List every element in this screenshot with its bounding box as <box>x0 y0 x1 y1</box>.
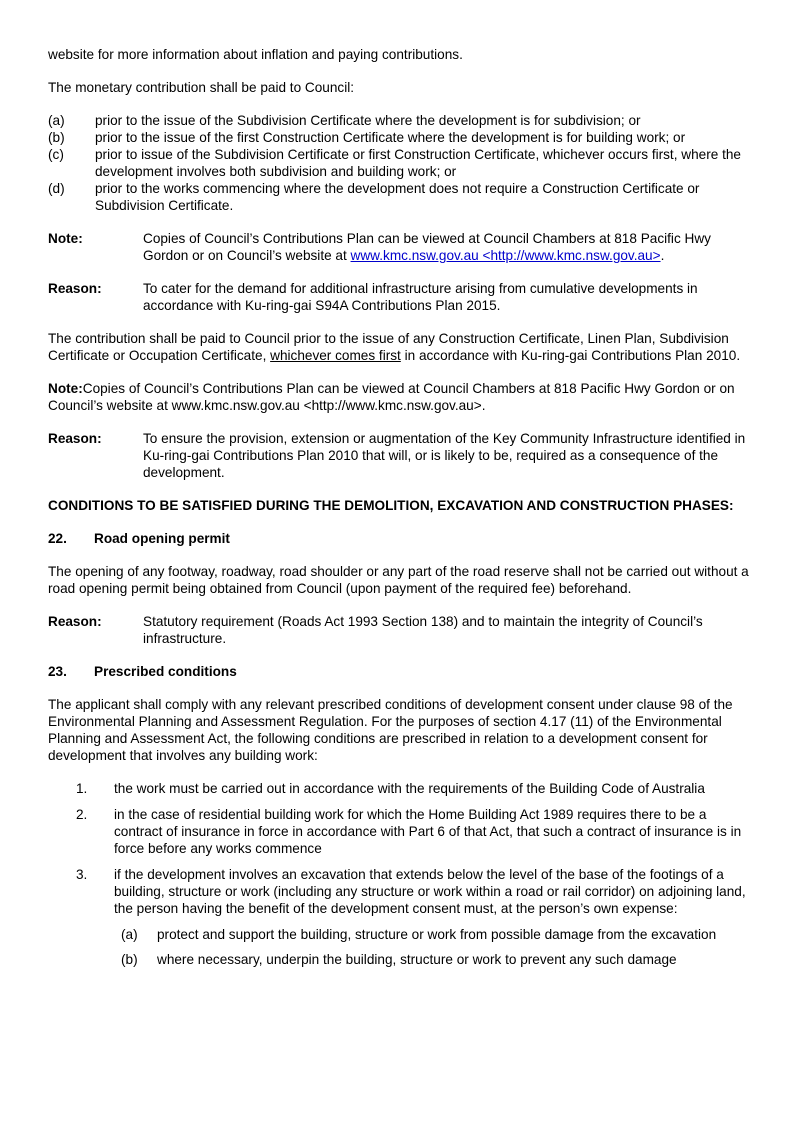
list-item <box>48 780 750 797</box>
list-text: prior to the works commencing where the development does not require a Construction Certificate or Subdivision Certificate. <box>95 181 700 213</box>
prescribed-conditions-list <box>48 780 750 968</box>
list-label: (b) <box>48 130 65 145</box>
section-heading <box>48 663 750 680</box>
reason-label: Reason: <box>48 614 102 629</box>
note-label: Note: <box>48 381 83 396</box>
list-item <box>48 129 750 146</box>
list-text: prior to the issue of the first Construction Certificate where the development is for building work; or <box>95 130 686 145</box>
list-item <box>48 112 750 129</box>
list-label: (c) <box>48 147 64 162</box>
list-text: in the case of residential building work for which the Home Building Act 1989 requires there to be a contract of insurance in force in accordance with Part 6 of that Act, that such a contract of insurance is in force before any works commence <box>114 807 742 856</box>
contribution-text-after: in accordance with Ku-ring-gai Contributions Plan 2010. <box>400 348 741 363</box>
reason-block <box>48 430 750 481</box>
note-text-after: . <box>481 398 486 413</box>
note-label: Note: <box>48 231 83 246</box>
monetary-intro: The monetary contribution shall be paid to Council: <box>48 80 355 95</box>
section-number: 22. <box>48 531 67 546</box>
list-text: prior to issue of the Subdivision Certificate or first Construction Certificate, whichever occurs first, where the development involves both subdivision and building work; or <box>95 147 741 179</box>
note-inline-block <box>48 380 750 414</box>
payment-list <box>48 112 750 214</box>
reason-block <box>48 613 750 647</box>
section-heading <box>48 530 750 547</box>
list-text: the work must be carried out in accordance with the requirements of the Building Code of Australia <box>114 781 705 796</box>
conditions-heading: CONDITIONS TO BE SATISFIED DURING THE DEMOLITION, EXCAVATION AND CONSTRUCTION PHASES: <box>48 498 734 513</box>
reason-text: To ensure the provision, extension or augmentation of the Key Community Infrastructure identified in Ku-ring-gai Contributions Plan 2010 that will, or is likely to be, required as a consequence of the development. <box>143 431 746 480</box>
list-item <box>48 180 750 214</box>
document-page <box>48 46 750 976</box>
note-text-before: Copies of Council’s Contributions Plan can be viewed at Council Chambers at 818 Pacific Hwy Gordon or on Council’s website at <box>143 231 711 263</box>
contribution-text-before: The contribution shall be paid to Council prior to the issue of any Construction Certificate, Linen Plan, Subdivision Certificate or Occupation Certificate, <box>48 331 729 363</box>
section-title: Road opening permit <box>94 531 230 546</box>
reason-block <box>48 280 750 314</box>
list-item <box>48 146 750 180</box>
sub-list-text: where necessary, underpin the building, structure or work to prevent any such damage <box>157 952 677 967</box>
reason-label: Reason: <box>48 431 102 446</box>
section-title: Prescribed conditions <box>94 664 237 679</box>
list-label: 3. <box>76 867 88 882</box>
council-website-link[interactable]: www.kmc.nsw.gov.au <http://www.kmc.nsw.gov.au> <box>350 248 661 263</box>
sub-list-label: (b) <box>121 952 138 967</box>
list-item <box>48 806 750 857</box>
list-item <box>48 866 750 917</box>
council-website-text: www.kmc.nsw.gov.au <http://www.kmc.nsw.gov.au> <box>171 398 482 413</box>
list-label: 1. <box>76 781 88 796</box>
section-body: The applicant shall comply with any relevant prescribed conditions of development consent under clause 98 of the Environmental Planning and Assessment Regulation. For the purposes of section 4.17 (11) of the Environmental Planning and Assessment Act, the following conditions are prescribed in relation to a development consent for development that involves any building work: <box>48 697 733 763</box>
note-text-before: Copies of Council’s Contributions Plan can be viewed at Council Chambers at 818 Pacific Hwy Gordon or on Council’s website at <box>48 381 735 413</box>
section-number: 23. <box>48 664 67 679</box>
reason-text: To cater for the demand for additional infrastructure arising from cumulative developments in accordance with Ku-ring-gai S94A Contributions Plan 2015. <box>143 281 698 313</box>
note-text-after: . <box>660 248 665 263</box>
sub-list-label: (a) <box>121 927 138 942</box>
reason-label: Reason: <box>48 281 102 296</box>
contribution-paragraph <box>48 330 750 364</box>
sub-list-item <box>114 926 750 943</box>
reason-text: Statutory requirement (Roads Act 1993 Section 138) and to maintain the integrity of Council’s infrastructure. <box>143 614 703 646</box>
list-text: prior to the issue of the Subdivision Certificate where the development is for subdivision; or <box>95 113 641 128</box>
list-label: 2. <box>76 807 88 822</box>
note-text <box>143 230 750 264</box>
sub-list-item <box>114 951 750 968</box>
sub-list-text: protect and support the building, structure or work from possible damage from the excavation <box>157 927 717 942</box>
list-label: (a) <box>48 113 65 128</box>
contribution-emphasis: whichever comes first <box>270 348 401 363</box>
list-label: (d) <box>48 181 65 196</box>
intro-text: website for more information about inflation and paying contributions. <box>48 47 463 62</box>
list-text: if the development involves an excavation that extends below the level of the base of the footings of a building, structure or work (including any structure or work within a road or rail corridor) on adjoining land, the person having the benefit of the development consent must, at the person’s own expense: <box>114 867 746 916</box>
note-block <box>48 230 750 264</box>
section-body: The opening of any footway, roadway, road shoulder or any part of the road reserve shall not be carried out without a road opening permit being obtained from Council (upon payment of the required fee) beforehand. <box>48 564 749 596</box>
